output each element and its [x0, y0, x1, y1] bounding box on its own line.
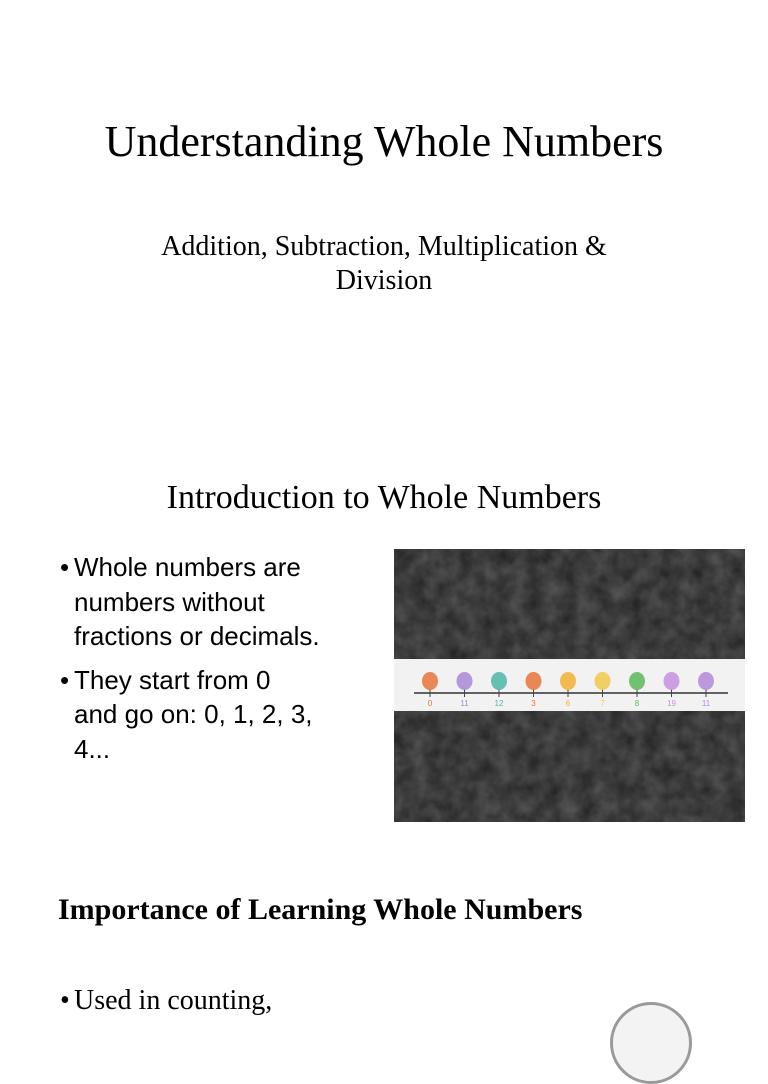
number-line-label: 8	[634, 699, 640, 708]
number-line-label: 0	[427, 699, 433, 708]
number-figure-icon	[526, 672, 542, 690]
intro-bullet-list	[60, 550, 320, 775]
number-line-label: 12	[494, 699, 504, 708]
number-line-label: 3	[531, 699, 536, 708]
slide-title: Understanding Whole Numbers	[104, 117, 664, 166]
bullet-item: • Used in counting,	[60, 983, 460, 1019]
number-figure-icon	[422, 672, 438, 690]
number-figure-icon	[629, 672, 645, 690]
number-line-label: 11	[460, 699, 469, 708]
number-line-label: 7	[600, 699, 605, 708]
number-line-label: 11	[701, 699, 711, 708]
intro-heading: Introduction to Whole Numbers	[166, 479, 602, 516]
number-figure-icon	[560, 672, 576, 690]
number-figure-icon	[491, 672, 507, 690]
slide-subtitle: Addition, Subtraction, Multiplication & Division	[161, 231, 607, 296]
importance-heading: Importance of Learning Whole Numbers	[58, 893, 583, 926]
bullet-item: • They start from 0 and go on: 0, 1, 2, 3, 4...	[60, 663, 320, 767]
number-line-illustration	[394, 549, 745, 822]
number-line-image	[394, 549, 745, 822]
number-figure-icon	[664, 672, 680, 690]
number-line-label: 6	[565, 699, 571, 708]
number-line-label: 19	[667, 699, 676, 708]
number-figure-icon	[457, 672, 473, 690]
importance-bullet-list	[60, 983, 460, 1019]
scroll-button[interactable]	[610, 1002, 692, 1084]
number-figure-icon	[698, 672, 714, 690]
number-figure-icon	[595, 672, 611, 690]
bullet-item: • Whole numbers are numbers without fractions or decimals.	[60, 550, 320, 654]
